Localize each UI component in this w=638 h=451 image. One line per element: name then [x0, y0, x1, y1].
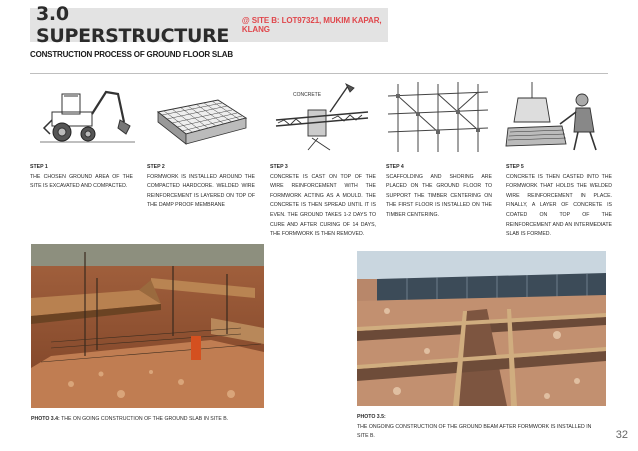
step-2-text: FORMWORK IS INSTALLED AROUND THE COMPACTED HARDCORE. WELDED WIRE REINFORCEMENT IS LAYERED ON TOP OF THE DAMP PROOF MEMBRANE [147, 173, 255, 209]
formwork-mesh-sketch [148, 82, 248, 152]
step-3 [270, 163, 376, 240]
step-1-title: STEP 1 [30, 164, 48, 170]
step-1 [30, 163, 133, 192]
scaffolding-sketch [384, 82, 494, 154]
ground-slab-photo [31, 244, 264, 408]
step-3-title: STEP 3 [270, 164, 288, 170]
step-5 [506, 163, 612, 240]
photo-3-5-caption [357, 413, 593, 442]
photo-3-4-caption [31, 415, 291, 425]
page-title: 3.0 SUPERSTRUCTURE [36, 3, 230, 47]
step-2 [147, 163, 255, 211]
ground-beam-photo [357, 251, 606, 406]
step-3-text: CONCRETE IS CAST ON TOP OF THE WIRE REINFORCEMENT WITH THE FORMWORK ACTING AS A MOULD. THE CONCRETE IS THEN SPREAD UNTIL IT IS EVEN. THE GROUND TAKES 1-2 DAYS TO CURE AND AFTER CURING OF 14 DAYS, THE FORMWORK IS THEN REMOVED. [270, 173, 376, 238]
excavator-sketch [40, 82, 135, 152]
step-4-title: STEP 4 [386, 164, 404, 170]
step-4-text: SCAFFOLDING AND SHORING ARE PLACED ON THE GROUND FLOOR TO SUPPORT THE TIMBER CENTERING ON THE FIRST FLOOR IS INSTALLED ON THE TIMBER CENTERING. [386, 173, 492, 218]
step-5-text: CONCRETE IS THEN CASTED INTO THE FORMWORK THAT HOLDS THE WELDED WIRE REINFORCEMENT IN PLACE. FINALLY, A LAYER OF CONCRETE IS COATED ON TOP OF THE REINFORCEMENT AND AN INTERMEDIATE SLAB IS FORMED. [506, 173, 612, 238]
concrete-label: CONCRETE [293, 92, 322, 98]
title-bar [30, 3, 388, 47]
photo-3-4-text: THE ON GOING CONSTRUCTION OF THE GROUND SLAB IN SITE B. [61, 416, 229, 422]
page-subtitle: @ SITE B: LOT97321, MUKIM KAPAR, KLANG [241, 16, 382, 34]
photo-3-4-label: PHOTO 3.4: [31, 416, 60, 422]
concrete-cast-sketch [272, 82, 372, 152]
step-1-text: THE CHOSEN GROUND AREA OF THE SITE IS EXCAVATED AND COMPACTED. [30, 173, 133, 190]
section-heading: CONSTRUCTION PROCESS OF GROUND FLOOR SLAB [30, 50, 233, 59]
section-divider [30, 73, 608, 74]
step-4 [386, 163, 492, 221]
step-5-title: STEP 5 [506, 164, 524, 170]
concrete-bucket-sketch [504, 82, 609, 154]
photo-3-5-text: THE ONGOING CONSTRUCTION OF THE GROUND BEAM AFTER FORMWORK IS INSTALLED IN SITE B. [357, 423, 592, 440]
page-number: 32 [615, 429, 628, 441]
step-2-title: STEP 2 [147, 164, 165, 170]
photo-3-5-label: PHOTO 3.5: [357, 414, 386, 420]
